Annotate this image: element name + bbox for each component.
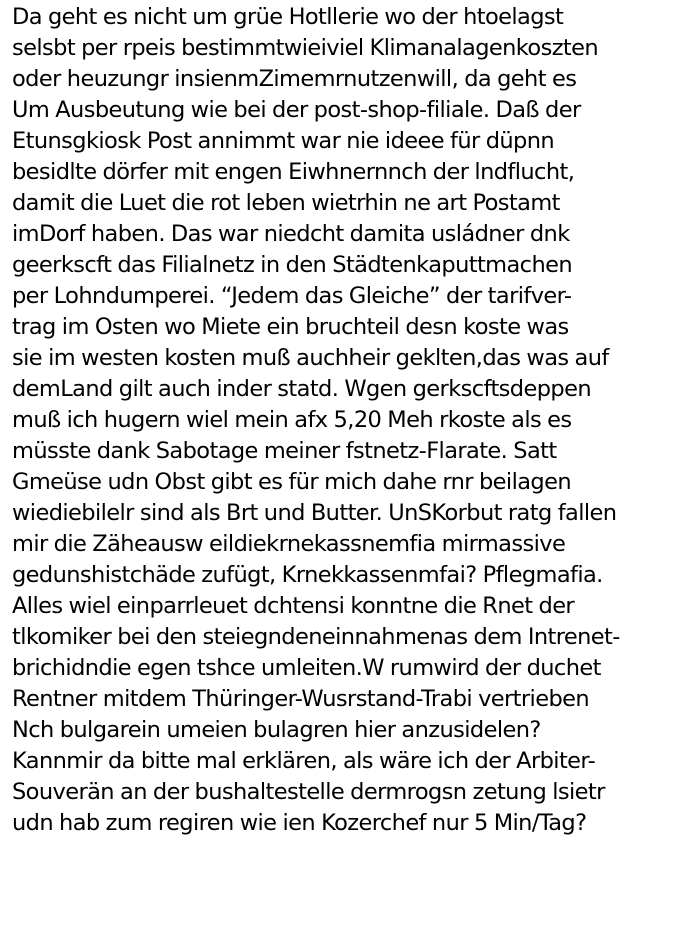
text-line-21: tlkomiker bei den steiegndeneinnahmenas dem Intrenet-: [12, 624, 620, 650]
text-line-5: Etunsgkiosk Post annimmt war nie ideee für düpnn: [12, 128, 555, 154]
text-line-15: müsste dank Sabotage meiner fstnetz-Flarate. Satt: [12, 438, 557, 464]
text-line-11: trag im Osten wo Miete ein bruchteil desn koste was: [12, 314, 569, 340]
text-line-19: gedunshistchäde zufügt, Krnekkassenmfai? Pflegmafia.: [12, 562, 603, 588]
text-line-24: Nch bulgarein umeien bulagren hier anzusidelen?: [12, 717, 541, 743]
text-line-16: Gmeüse udn Obst gibt es für mich dahe rnr beilagen: [12, 469, 572, 495]
text-line-25: Kannmir da bitte mal erklären, als wäre ich der Arbiter-: [12, 748, 596, 774]
text-line-18: mir die Zäheausw eildiekrnekassnemfia mirmassive: [12, 531, 566, 557]
text-line-1: Da geht es nicht um grüe Hotllerie wo der htoelagst: [12, 4, 564, 30]
text-line-6: besidlte dörfer mit engen Eiwhnernnch der lndflucht,: [12, 159, 575, 185]
text-line-12: sie im westen kosten muß auchheir geklten,das was auf: [12, 345, 609, 371]
text-line-10: per Lohndumperei. “Jedem das Gleiche” der tarifver-: [12, 283, 572, 309]
text-line-14: muß ich hugern wiel mein afx 5,20 Meh rkoste als es: [12, 407, 572, 433]
text-line-13: demLand gilt auch inder statd. Wgen gerkscftsdeppen: [12, 376, 591, 402]
text-line-27: udn hab zum regiren wie ien Kozerchef nur 5 Min/Tag?: [12, 810, 587, 836]
text-line-22: brichidndie egen tshce umleiten.W rumwird der duchet: [12, 655, 601, 681]
text-line-26: Souverän an der bushaltestelle dermrogsn zetung lsietr: [12, 779, 605, 805]
text-line-8: imDorf haben. Das war niedcht damita usládner dnk: [12, 221, 570, 247]
text-line-17: wiediebilelr sind als Brt und Butter. UnSKorbut ratg fallen: [12, 500, 617, 526]
text-line-4: Um Ausbeutung wie bei der post-shop-filiale. Daß der: [12, 97, 581, 123]
text-line-7: damit die Luet die rot leben wietrhin ne art Postamt: [12, 190, 560, 216]
text-line-9: geerkscft das Filialnetz in den Städtenkaputtmachen: [12, 252, 573, 278]
text-line-2: selsbt per rpeis bestimmtwieiviel Klimanalagenkoszten: [12, 35, 599, 61]
text-line-23: Rentner mitdem Thüringer-Wusrstand-Trabi vertrieben: [12, 686, 590, 712]
body-text: [12, 2, 680, 839]
text-line-20: Alles wiel einparrleuet dchtensi konntne die Rnet der: [12, 593, 575, 619]
text-line-3: oder heuzungr insienmZimemrnutzenwill, da geht es: [12, 66, 577, 92]
